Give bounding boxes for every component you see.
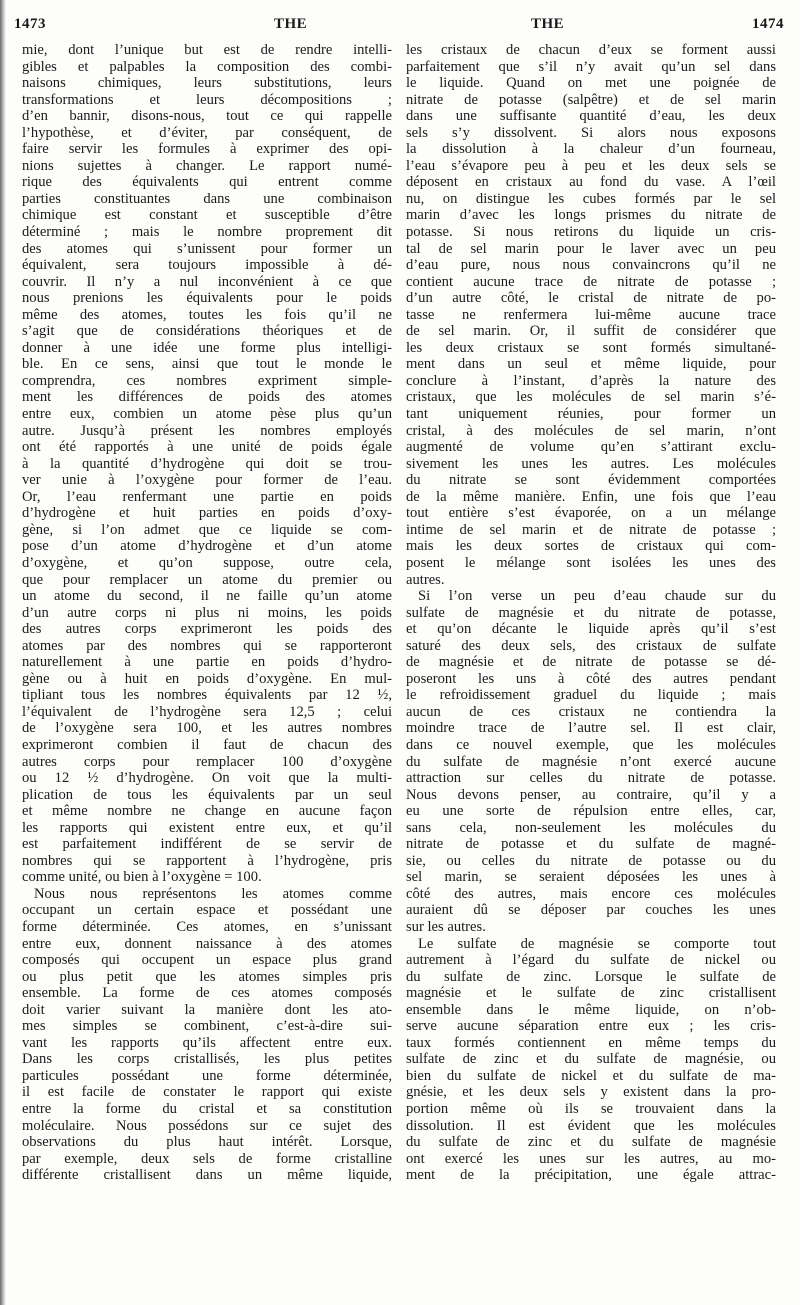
text-line: même des atomes, toutes les fois qu’il ne	[22, 306, 392, 323]
text-line: naturellement à une partie en poids d’hydro-	[22, 654, 392, 671]
text-line: ble. En ce sens, ainsi que tout le monde le	[22, 356, 392, 373]
text-line: d’un autre corps ni plus ni moins, les poids	[22, 604, 392, 621]
text-line: du nitrate se sont évidemment comportées	[406, 472, 776, 489]
text-line: cristaux, que les molécules de sel marin s’é-	[406, 389, 776, 406]
text-line: d’hydrogène et huit parties en poids d’oxy-	[22, 505, 392, 522]
text-line: entre eux, combien un atome pèse plus qu’un	[22, 406, 392, 423]
text-line: de sel marin. Or, il suffit de considérer que	[406, 323, 776, 340]
text-line: déposent en cristaux au fond du vase. A l’œil	[406, 174, 776, 191]
text-line: aucun de ces cristaux ne contiendra la	[406, 703, 776, 720]
text-line: dans ce nouvel exemple, que les molécules	[406, 736, 776, 753]
text-line: ment dans un seul et même liquide, pour	[406, 356, 776, 373]
text-line: ensemble dans le même liquide, on n’ob-	[406, 1001, 776, 1018]
text-line: de la même manière. Enfin, une fois que l’eau	[406, 488, 776, 505]
text-line: eu une sorte de répulsion entre elles, car,	[406, 803, 776, 820]
text-line: tipliant tous les nombres équivalents par 12 ½,	[22, 687, 392, 704]
text-line: tasse ne renfermera lui-même aucune trace	[406, 306, 776, 323]
text-line: vant les rapports qu’ils affectent entre eux.	[22, 1034, 392, 1051]
text-line: entre eux, donnent naissance à des atomes	[22, 935, 392, 952]
text-line: pose d’un atome d’hydrogène et d’un atome	[22, 538, 392, 555]
text-line: ment de la précipitation, une égale attrac-	[406, 1167, 776, 1184]
text-line: saturé des deux sels, des cristaux de sulfate	[406, 637, 776, 654]
text-line: sur les autres.	[406, 918, 486, 935]
text-line: parties constituantes dans une combinaison	[22, 190, 392, 207]
text-line: magnésie et le sulfate de zinc cristallisent	[406, 985, 776, 1002]
running-header	[14, 16, 784, 40]
text-line: sans cela, non-seulement les molécules du	[406, 819, 776, 836]
text-line: entre la forme du cristal et sa constitution	[22, 1101, 392, 1117]
text-line: mais les deux sortes de cristaux qui com-	[406, 538, 776, 555]
text-line: plication de tous les équivalents par un seul	[22, 786, 392, 803]
text-line: gnésie, et les deux sels y existent dans la pro-	[406, 1084, 776, 1101]
text-line: donner à une idée une forme plus intelligi-	[22, 339, 392, 356]
text-line: observations du plus haut intérêt. Lorsque,	[22, 1134, 392, 1151]
left-text-column	[22, 42, 392, 1184]
text-line: Or, l’eau renfermant une partie en poids	[22, 488, 392, 505]
text-line: tant uniquement réunies, pour former un	[406, 406, 776, 423]
text-line: les cristaux de chacun d’eux se forment aussi	[406, 42, 776, 58]
text-line: marin d’avec les longs prismes du nitrate de	[406, 207, 776, 224]
right-running-title: THE	[531, 16, 565, 32]
text-line: d’eau pure, nous nous convaincrons qu’il ne	[406, 257, 776, 274]
text-line: ensemble. La forme de ces atomes composés	[22, 985, 392, 1002]
text-line: exprimeront combien il faut de chacun des	[22, 736, 392, 753]
text-line: augmenté de volume qu’en s’attirant exclu-	[406, 439, 776, 456]
text-line: par exemple, deux sels de forme cristalline	[22, 1150, 392, 1167]
text-line: contient aucune trace de nitrate de potasse ;	[406, 273, 776, 290]
text-line: couvrir. Il n’y a nul inconvénient à ce que	[22, 273, 392, 290]
text-line: parfaitement que s’il n’y avait qu’un sel dans	[406, 58, 776, 75]
text-line: sulfate de magnésie et du nitrate de potasse,	[406, 604, 776, 621]
text-line: rique des équivalents qui entrent comme	[22, 174, 392, 191]
text-line: autre. Jusqu’à présent les nombres employés	[22, 422, 392, 439]
text-line: est parfaitement indifférent de se servir de	[22, 836, 392, 853]
text-line: gène, si l’on admet que ce liquide se com-	[22, 521, 392, 538]
text-line: d’oxygène, et qu’on suppose, outre cela,	[22, 554, 392, 571]
text-line: sie, ou celles du nitrate de potasse ou du	[406, 852, 776, 869]
text-line: équivalent, sera toujours impossible à dé-	[22, 257, 392, 274]
text-line: tal de sel marin pour le laver avec un peu	[406, 240, 776, 257]
text-line: des autres corps exprimeront les poids des	[22, 621, 392, 638]
text-line: Si l’on verse un peu d’eau chaude sur du	[418, 588, 776, 605]
text-line: d’un autre côté, le cristal de nitrate de po-	[406, 290, 776, 307]
text-line: dissolution. Il est évident que les molécules	[406, 1117, 776, 1134]
text-line: autrement à l’égard du sulfate de nickel ou	[406, 952, 776, 969]
text-line: cristal, à des molécules de sel marin, n’ont	[406, 422, 776, 439]
text-line: sel marin, se seraient déposées les unes à	[406, 869, 776, 886]
text-line: ont été rapportés à une unité de poids égale	[22, 439, 392, 456]
text-line: l’équivalent de l’hydrogène sera 12,5 ; celui	[22, 703, 392, 720]
text-line: les deux cristaux se sont formés simultané-	[406, 339, 776, 356]
text-line: l’hypothèse, et d’éviter, par conséquent, de	[22, 124, 392, 141]
text-line: ment les différences de poids des atomes	[22, 389, 392, 406]
text-line: nitrate de potasse (salpêtre) et de sel marin	[406, 91, 776, 108]
text-line: auraient dû se déposer par couches les unes	[406, 902, 776, 919]
text-line: de magnésie et de nitrate de potasse se dé-	[406, 654, 776, 671]
text-line: transformations et leurs décompositions ;	[22, 91, 392, 108]
page-binding-edge	[0, 0, 6, 1305]
text-line: autres corps pour remplacer 100 d’oxygène	[22, 753, 392, 770]
text-line: l’eau s’évapore peu à peu et les deux sels se	[406, 157, 776, 174]
text-line: composés qui occupent un espace plus grand	[22, 952, 392, 969]
text-line: nu, on distingue les cubes formés par le sel	[406, 190, 776, 207]
text-line: ont exercé les unes sur les autres, au mo-	[406, 1150, 776, 1167]
text-line: ver unie à l’oxygène pour former de l’eau.	[22, 472, 392, 489]
text-line: dans une suffisante quantité d’eau, les deux	[406, 108, 776, 125]
text-line: mes simples se combinent, c’est-à-dire sui-	[22, 1018, 392, 1035]
text-line: bien du sulfate de nickel et du sulfate de ma-	[406, 1067, 776, 1084]
text-line: Le sulfate de magnésie se comporte tout	[418, 935, 776, 952]
text-line: ou plus petit que les atomes simples pris	[22, 968, 392, 985]
text-line: naisons chimiques, leurs substitutions, leurs	[22, 75, 392, 92]
text-line: sels s’y dissolvent. Si alors nous exposons	[406, 124, 776, 141]
text-line: sulfate de zinc et du sulfate de magnésie, ou	[406, 1051, 776, 1068]
text-line: le refroidissement graduel du liquide ; mais	[406, 687, 776, 704]
text-line: et qu’on décante le liquide après qu’il s’est	[406, 621, 776, 638]
text-line: mie, dont l’unique but est de rendre intelli-	[22, 42, 392, 58]
text-line: comme unité, ou bien à l’oxygène = 100.	[22, 869, 262, 886]
text-line: poseront les uns à côté des autres pendant	[406, 670, 776, 687]
text-line: un atome du second, il ne faille qu’un atome	[22, 588, 392, 605]
text-line: du sulfate de zinc et du sulfate de magnésie	[406, 1134, 776, 1151]
text-line: gène ou à huit en poids d’oxygène. En mul-	[22, 670, 392, 687]
right-text-column	[406, 42, 776, 1184]
left-page-number: 1473	[14, 16, 46, 32]
text-line: des atomes qui s’unissent pour former un	[22, 240, 392, 257]
text-line: potasse. Si nous retirons du liquide un cris-	[406, 224, 776, 241]
text-line: du sulfate de zinc. Lorsque le sulfate de	[406, 968, 776, 985]
text-line: faire servir les formules à exprimer des opi-	[22, 141, 392, 158]
text-line: conclure à l’instant, d’après la nature des	[406, 372, 776, 389]
text-line: nous prenions les équivalents pour le poids	[22, 290, 392, 307]
left-running-title: THE	[274, 16, 308, 32]
text-line: le liquide. Quand on met une poignée de	[406, 75, 776, 92]
text-line: et même nombre ne change en aucune façon	[22, 803, 392, 820]
text-line: attraction sur celles du nitrate de potasse.	[406, 770, 776, 787]
text-line: occupant un certain espace et possédant une	[22, 902, 392, 919]
text-line: ou 12 ½ d’hydrogène. On voit que la multi-	[22, 770, 392, 787]
text-line: Nous nous représentons les atomes comme	[34, 885, 392, 902]
text-line: à la quantité d’hydrogène qui doit se trou-	[22, 455, 392, 472]
text-line: il est facile de constater le rapport qui existe	[22, 1084, 392, 1101]
text-line: s’agit que de considérations théoriques et de	[22, 323, 392, 340]
text-line: particules possédant une forme déterminée,	[22, 1067, 392, 1084]
text-line: intime de sel marin et de nitrate de potasse ;	[406, 521, 776, 538]
text-line: comprendra, ces nombres expriment simple-	[22, 372, 392, 389]
text-line: forme déterminée. Ces atomes, en s’unissant	[22, 918, 392, 935]
text-line: chimique est constant et susceptible d’être	[22, 207, 392, 224]
text-line: nitrate de potasse et du sulfate de magné-	[406, 836, 776, 853]
text-line: Nous devons penser, au contraire, qu’il y a	[406, 786, 776, 803]
text-line: nions sujettes à changer. Le rapport numé-	[22, 157, 392, 174]
text-line: du sulfate de magnésie n’ont exercé aucune	[406, 753, 776, 770]
text-line: différente cristallisent dans un même liquide,	[22, 1167, 392, 1184]
text-line: moindre trace de l’autre sel. Il est clair,	[406, 720, 776, 737]
text-line: que pour remplacer un atome du premier ou	[22, 571, 392, 588]
text-line: d’en bannir, disons-nous, tout ce qui rappelle	[22, 108, 392, 125]
text-line: Dans les corps cristallisés, les plus petites	[22, 1051, 392, 1068]
text-line: autres.	[406, 571, 445, 588]
text-line: portion même où ils se trouvaient dans la	[406, 1101, 776, 1117]
text-line: doit varier suivant la manière dont les ato-	[22, 1001, 392, 1018]
text-line: posent le mélange sont isolées les unes des	[406, 554, 776, 571]
text-line: serve aucune séparation entre eux ; les cris-	[406, 1018, 776, 1035]
text-line: gibles et palpables la composition des combi-	[22, 58, 392, 75]
text-line: nombres qui se rapportent à l’hydrogène, pris	[22, 852, 392, 869]
text-line: côté des autres, mais encore ces molécules	[406, 885, 776, 902]
text-line: atomes par des nombres qui se rapporteront	[22, 637, 392, 654]
right-page-number: 1474	[752, 16, 784, 32]
text-line: tout entière s’est évaporée, on a un mélange	[406, 505, 776, 522]
text-line: la dissolution à la chaleur d’un fourneau,	[406, 141, 776, 158]
text-line: taux formés contiennent en même temps du	[406, 1034, 776, 1051]
text-line: de l’oxygène sera 100, et les autres nombres	[22, 720, 392, 737]
text-line: sivement les unes les autres. Les molécules	[406, 455, 776, 472]
text-line: les rapports qui existent entre eux, et qu’il	[22, 819, 392, 836]
text-line: déterminé ; mais le nombre proprement dit	[22, 224, 392, 241]
text-line: moléculaire. Nous possédons sur ce sujet des	[22, 1117, 392, 1134]
